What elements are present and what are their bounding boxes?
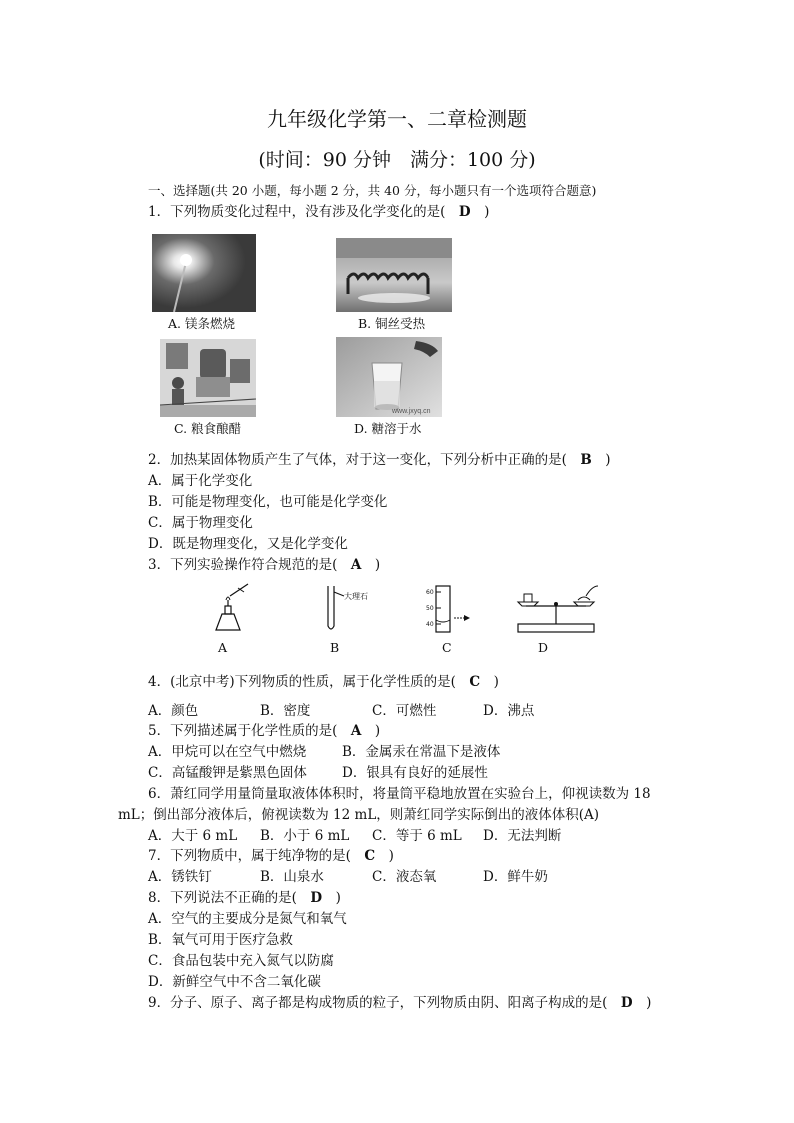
question-5-option-a: A．甲烷可以在空气中燃烧 (148, 744, 307, 760)
question-8-close: ) (322, 890, 341, 906)
question-7-stem: 7．下列物质中，属于纯净物的是( (148, 848, 365, 864)
q1-caption-d: D. 糖溶于水 (354, 421, 422, 436)
question-1-answer: D (458, 204, 471, 220)
question-7-option-b: B．山泉水 (260, 869, 324, 885)
question-8-answer: D (310, 890, 323, 906)
q3-label-c: C (442, 640, 452, 655)
question-8-option-b: B．氧气可用于医疗急救 (148, 932, 293, 948)
question-6-line-1: 6．萧红同学用量筒量取液体体积时，将量筒平稳地放置在实验台上，仰视读数为 18 (148, 786, 651, 802)
q3-label-a: A (218, 640, 228, 655)
question-1-close: ) (470, 204, 490, 220)
question-8 (148, 889, 341, 907)
section-header: 一、选择题(共 20 小题，每小题 2 分，共 40 分，每小题只有一个选项符合题意) (148, 183, 597, 198)
question-4-answer: C (469, 674, 481, 690)
cylinder-tick-50: 50 (426, 605, 434, 612)
photo-grain-vinegar-brewing (160, 339, 256, 417)
question-2-close: ) (591, 452, 611, 468)
question-7-option-a: A．锈铁钉 (148, 869, 212, 885)
cylinder-tick-40: 40 (426, 621, 434, 628)
question-7-option-d: D．鲜牛奶 (483, 869, 548, 885)
question-5-option-c: C．高锰酸钾是紫黑色固体 (148, 765, 307, 781)
question-4 (148, 673, 499, 691)
question-8-option-d: D．新鲜空气中不含二氧化碳 (148, 974, 321, 990)
question-2-option-d: D．既是物理变化，又是化学变化 (148, 536, 348, 552)
question-9-close: ) (632, 995, 652, 1011)
question-5-option-d: D．银具有良好的延展性 (342, 765, 488, 781)
question-6-option-b: B．小于 6 mL (260, 828, 350, 844)
question-6-line-2: mL；倒出部分液体后，俯视读数为 12 mL，则萧红同学实际倒出的液体体积(A) (118, 807, 600, 823)
question-1 (148, 203, 489, 221)
question-3-answer: A (350, 557, 362, 573)
marble-label: 大理石 (344, 592, 368, 601)
question-5-stem: 5．下列描述属于化学性质的是( (148, 723, 351, 739)
question-4-option-a: A．颜色 (148, 703, 199, 719)
question-4-option-c: C．可燃性 (372, 703, 437, 719)
cylinder-tick-60: 60 (426, 589, 434, 596)
q3-label-b: B (330, 640, 340, 655)
question-9 (148, 994, 651, 1012)
page-title: 九年级化学第一、二章检测题 (267, 107, 527, 131)
question-2-option-c: C．属于物理变化 (148, 515, 253, 531)
question-6-option-d: D．无法判断 (483, 828, 562, 844)
question-6-option-a: A．大于 6 mL (148, 828, 238, 844)
q1-caption-a: A. 镁条燃烧 (168, 316, 235, 331)
question-7-close: ) (375, 848, 394, 864)
question-4-option-b: B．密度 (260, 703, 311, 719)
question-2-option-b: B．可能是物理变化，也可能是化学变化 (148, 494, 388, 510)
question-1-stem: 1．下列物质变化过程中，没有涉及化学变化的是( (148, 204, 459, 220)
question-9-answer: D (620, 995, 633, 1011)
question-3 (148, 556, 380, 574)
diagram-alcohol-lamp (208, 580, 252, 634)
question-2 (148, 451, 611, 469)
question-8-option-c: C．食品包装中充入氮气以防腐 (148, 953, 334, 969)
question-5-option-b: B．金属汞在常温下是液体 (342, 744, 501, 760)
q1-caption-c: C. 粮食酿醋 (174, 421, 242, 436)
question-4-close: ) (480, 674, 499, 690)
question-8-option-a: A．空气的主要成分是氮气和氧气 (148, 911, 347, 927)
photo-magnesium-burning (152, 234, 256, 312)
q3-label-d: D (538, 640, 549, 655)
question-3-stem: 3．下列实验操作符合规范的是( (148, 557, 351, 573)
diagram-graduated-cylinder (424, 584, 472, 634)
question-2-stem: 2．加热某固体物质产生了气体，对于这一变化，下列分析中正确的是( (148, 452, 581, 468)
photo-copper-wire-heated (336, 238, 452, 312)
question-5-answer: A (350, 723, 362, 739)
question-7 (148, 847, 394, 865)
question-3-close: ) (361, 557, 381, 573)
question-6-option-c: C．等于 6 mL (372, 828, 462, 844)
diagram-test-tube-marble (316, 582, 376, 634)
question-7-answer: C (364, 848, 376, 864)
page-subtitle: (时间：90 分钟 满分：100 分) (258, 149, 536, 171)
question-5 (148, 722, 380, 740)
question-7-option-c: C．液态氧 (372, 869, 437, 885)
diagram-balance-scale (512, 582, 600, 634)
question-2-answer: B (580, 452, 592, 468)
q1-caption-b: B. 铜丝受热 (358, 316, 426, 331)
question-4-stem: 4．(北京中考)下列物质的性质，属于化学性质的是( (148, 674, 470, 690)
question-9-stem: 9．分子、原子、离子都是构成物质的粒子，下列物质由阴、阳离子构成的是( (148, 995, 621, 1011)
photo-watermark: www.jxyq.cn (392, 408, 431, 415)
question-2-option-a: A．属于化学变化 (148, 473, 253, 489)
photo-sugar-dissolving (336, 337, 442, 417)
question-5-close: ) (361, 723, 381, 739)
question-8-stem: 8．下列说法不正确的是( (148, 890, 311, 906)
question-4-option-d: D．沸点 (483, 703, 535, 719)
